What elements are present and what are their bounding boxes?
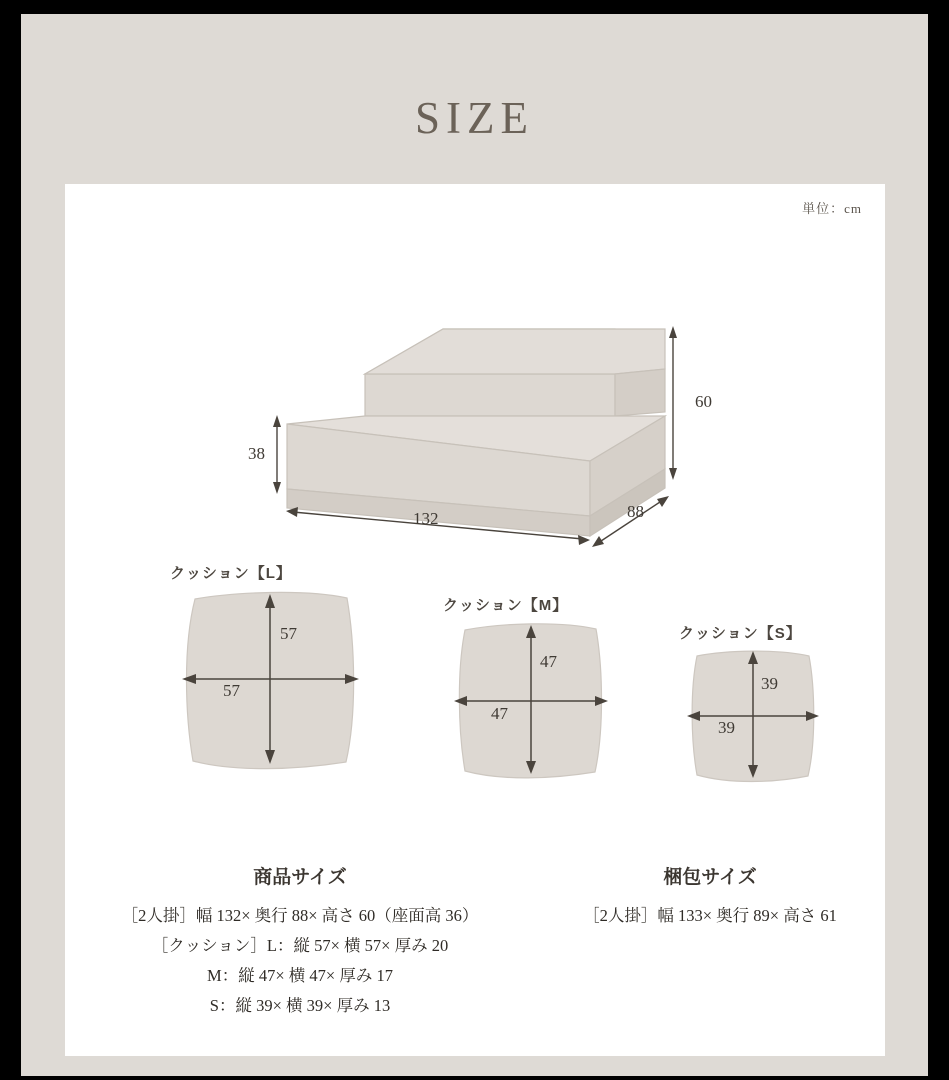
cushion-s-diagram xyxy=(675,644,835,799)
cushion-l-horizontal: 57 xyxy=(223,681,240,700)
cushion-label-s: クッション【S】 xyxy=(679,625,802,642)
cushion-m-horizontal: 47 xyxy=(491,704,508,723)
cushion-s-horizontal: 39 xyxy=(718,718,735,737)
cushion-s-vertical: 39 xyxy=(761,674,778,693)
dimension-height-seat: 38 xyxy=(248,444,265,463)
cushion-label-m: クッション【M】 xyxy=(443,597,569,614)
dimension-depth: 88 xyxy=(627,502,644,521)
size-card xyxy=(65,184,885,1056)
cushion-l-vertical: 57 xyxy=(280,624,297,643)
sofa-illustration xyxy=(65,264,885,554)
sofa-diagram xyxy=(65,264,885,554)
page-title: SIZE xyxy=(415,93,534,143)
dimension-height-back: 60 xyxy=(695,392,712,411)
dimension-width: 132 xyxy=(413,509,439,528)
product-size-line-4: S：縦 39× 横 39× 厚み 13 xyxy=(209,996,391,1015)
product-size-line-3: M：縦 47× 横 47× 厚み 17 xyxy=(207,966,393,985)
package-size-line-1: ［2人掛］幅 133× 奥行 89× 高さ 61 xyxy=(583,906,837,925)
product-size-heading: 商品サイズ xyxy=(253,867,347,888)
cushion-l-diagram xyxy=(165,584,385,784)
cushion-m-vertical: 47 xyxy=(540,652,557,671)
cushion-m-diagram xyxy=(440,616,630,796)
unit-note: 単位：cm xyxy=(802,201,862,216)
product-size-line-1: ［2人掛］幅 132× 奥行 88× 高さ 60（座面高 36） xyxy=(121,906,479,925)
cushion-label-l: クッション【L】 xyxy=(170,565,292,582)
product-size-line-2: ［クッション］L：縦 57× 横 57× 厚み 20 xyxy=(151,936,449,955)
package-size-heading: 梱包サイズ xyxy=(663,867,757,888)
size-panel xyxy=(21,14,928,1076)
